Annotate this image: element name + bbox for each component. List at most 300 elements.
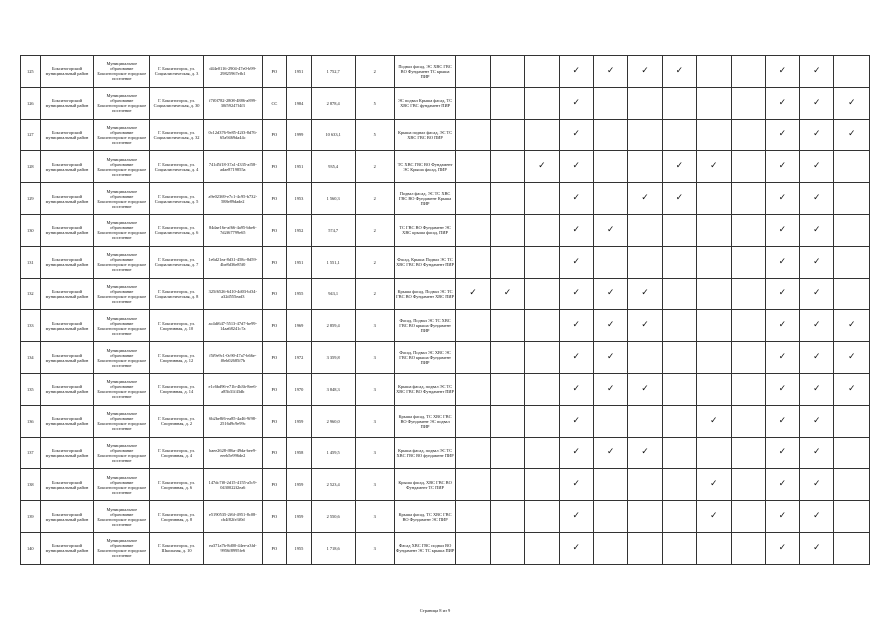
work-check-cell: [456, 373, 490, 405]
row-number: 140: [21, 532, 41, 564]
works-cell: Подвал фасад, ЭС ХВС ГВС ВО Фундамент ТС крыша ПИР: [394, 56, 456, 88]
works-cell: Фасад ХВС ГВС подвал ВО Фундамент ЭС ТС крыша ПИР: [394, 532, 456, 564]
works-cell: ЭС подвал Крыша фасад, ТС ХВС ГВС фундамент ПИР: [394, 87, 456, 119]
check-mark-icon: ✓: [572, 288, 581, 299]
work-check-cell: [593, 405, 627, 437]
area-cell: 10 633,1: [311, 119, 355, 151]
fias-code-cell: d44e0116-2904-47e0-b99-29825967efb1: [203, 56, 262, 88]
check-mark-icon: ✓: [641, 383, 649, 394]
table-row: [21, 56, 870, 88]
fias-code-cell: e1c6bd96-e71b-4b3b-8ee6-a85b31f43db: [203, 373, 262, 405]
work-check-cell: [731, 87, 765, 119]
district-cell: Бокситогорский муниципальный район: [40, 183, 94, 215]
work-check-cell: [593, 246, 627, 278]
work-check-cell: [731, 501, 765, 533]
category-cell: РО: [262, 405, 287, 437]
fias-code-cell: a9e02369-e7c1-4c95-b732-588e89dade2: [203, 183, 262, 215]
work-check-cell: [456, 246, 490, 278]
work-check-cell: [731, 405, 765, 437]
check-mark-icon: ✓: [813, 193, 821, 204]
work-check-cell: [456, 214, 490, 246]
work-check-cell: [593, 151, 627, 183]
address-cell: Г. Бокситогорск, ул. Спортивная, д. 2: [150, 405, 204, 437]
floors-cell: 3: [355, 532, 394, 564]
work-check-cell: [628, 437, 662, 469]
work-check-cell: [456, 532, 490, 564]
work-check-cell: [593, 501, 627, 533]
year-cell: 1951: [287, 56, 312, 88]
work-check-cell: [559, 87, 593, 119]
address-cell: Г. Бокситогорск, ул. Социалистическая, д. 5: [150, 183, 204, 215]
category-cell: РО: [262, 119, 287, 151]
work-check-cell: [456, 56, 490, 88]
work-check-cell: [765, 342, 799, 374]
work-check-cell: [559, 405, 593, 437]
table-row: [21, 342, 870, 374]
work-check-cell: [697, 310, 731, 342]
settlement-cell: Муниципальное образование Бокситогорское городское поселение: [94, 437, 150, 469]
work-check-cell: [559, 119, 593, 151]
table-row: [21, 532, 870, 564]
works-cell: ТС ГВС ВО Фундамент ЭС ХВС крыша фасад, ПИР: [394, 214, 456, 246]
work-check-cell: [490, 214, 524, 246]
check-mark-icon: ✓: [813, 511, 821, 522]
category-cell: РО: [262, 278, 287, 310]
work-check-cell: [490, 469, 524, 501]
work-check-cell: [628, 310, 662, 342]
work-check-cell: [697, 119, 731, 151]
work-check-cell: [456, 278, 490, 310]
check-mark-icon: ✓: [778, 479, 787, 490]
settlement-cell: Муниципальное образование Бокситогорское городское поселение: [94, 373, 150, 405]
category-cell: РО: [262, 373, 287, 405]
category-cell: РО: [262, 246, 287, 278]
table-row: [21, 469, 870, 501]
year-cell: 1969: [287, 310, 312, 342]
work-check-cell: [490, 501, 524, 533]
work-check-cell: [525, 437, 559, 469]
work-check-cell: [765, 532, 799, 564]
work-check-cell: [662, 151, 696, 183]
work-check-cell: [662, 214, 696, 246]
fias-code-cell: 147dc7f0-2d15-4155-a5c9-0430022f2ea6: [203, 469, 262, 501]
row-number: 125: [21, 56, 41, 88]
work-check-cell: [559, 501, 593, 533]
address-cell: Г. Бокситогорск, ул. Спортивная, д. 10: [150, 310, 204, 342]
work-check-cell: [490, 532, 524, 564]
work-check-cell: [731, 278, 765, 310]
work-check-cell: [628, 532, 662, 564]
work-check-cell: [697, 183, 731, 215]
work-check-cell: [490, 373, 524, 405]
category-cell: РО: [262, 469, 287, 501]
table-row: [21, 373, 870, 405]
work-check-cell: [800, 214, 834, 246]
year-cell: 1959: [287, 469, 312, 501]
check-mark-icon: ✓: [778, 288, 787, 299]
settlement-cell: Муниципальное образование Бокситогорское городское поселение: [94, 469, 150, 501]
work-check-cell: [490, 437, 524, 469]
check-mark-icon: ✓: [572, 383, 581, 394]
work-check-cell: [697, 373, 731, 405]
work-check-cell: [593, 56, 627, 88]
check-mark-icon: ✓: [572, 65, 581, 76]
row-number: 126: [21, 87, 41, 119]
work-check-cell: [800, 56, 834, 88]
category-cell: РО: [262, 532, 287, 564]
work-check-cell: [456, 437, 490, 469]
works-cell: Крыша фасад, Подвал ЭС ТС ГВС ВО Фундамент ХВС ПИР: [394, 278, 456, 310]
work-check-cell: [697, 342, 731, 374]
work-check-cell: [490, 119, 524, 151]
settlement-cell: Муниципальное образование Бокситогорское городское поселение: [94, 119, 150, 151]
work-check-cell: [490, 151, 524, 183]
work-check-cell: [490, 405, 524, 437]
check-mark-icon: ✓: [641, 320, 649, 331]
work-check-cell: [628, 501, 662, 533]
work-check-cell: [697, 469, 731, 501]
district-cell: Бокситогорский муниципальный район: [40, 501, 94, 533]
work-check-cell: [593, 278, 627, 310]
floors-cell: 5: [355, 87, 394, 119]
fias-code-cell: 325f6526-6410-4d03-bf34-a32d555ead3: [203, 278, 262, 310]
address-cell: Г. Бокситогорск, ул. Социалистическая, д. 8: [150, 278, 204, 310]
work-check-cell: [525, 119, 559, 151]
fias-code-cell: 6b2be8f6-ea85-4a46-9f98-2516d9c9e99c: [203, 405, 262, 437]
work-check-cell: [765, 151, 799, 183]
year-cell: 1953: [287, 183, 312, 215]
work-check-cell: [765, 246, 799, 278]
work-check-cell: [593, 532, 627, 564]
work-check-cell: [628, 342, 662, 374]
table-row: [21, 151, 870, 183]
work-check-cell: [697, 87, 731, 119]
work-check-cell: [697, 151, 731, 183]
year-cell: 1951: [287, 246, 312, 278]
check-mark-icon: ✓: [675, 161, 684, 172]
work-check-cell: [662, 342, 696, 374]
table-row: [21, 119, 870, 151]
row-number: 135: [21, 373, 41, 405]
works-cell: Подвал фасад, ЭС ТС ХВС ГВС ВО Фундамент Крыша ПИР: [394, 183, 456, 215]
work-check-cell: [593, 310, 627, 342]
check-mark-icon: ✓: [572, 352, 581, 363]
check-mark-icon: ✓: [606, 65, 615, 76]
fias-code-cell: 741d5f18-37a1-4335-af58-adae8719855a: [203, 151, 262, 183]
check-mark-icon: ✓: [641, 193, 649, 204]
floors-cell: 2: [355, 56, 394, 88]
check-mark-icon: ✓: [778, 415, 787, 426]
check-mark-icon: ✓: [778, 447, 787, 458]
check-mark-icon: ✓: [778, 383, 787, 394]
table-row: [21, 87, 870, 119]
check-mark-icon: ✓: [572, 542, 581, 553]
work-check-cell: [593, 119, 627, 151]
area-cell: 2 859,4: [311, 310, 355, 342]
work-check-cell: [800, 246, 834, 278]
work-check-cell: [525, 56, 559, 88]
works-cell: Крыша фасад, подвал ЭС ТС ХВС ГВС ВО Фундамент ПИР: [394, 373, 456, 405]
area-cell: 935,4: [311, 151, 355, 183]
work-check-cell: [800, 87, 834, 119]
address-cell: Г. Бокситогорск, ул. Социалистическая, д. 4: [150, 151, 204, 183]
category-cell: СС: [262, 87, 287, 119]
table-row: [21, 278, 870, 310]
check-mark-icon: ✓: [572, 447, 581, 458]
check-mark-icon: ✓: [710, 479, 718, 490]
work-check-cell: [456, 342, 490, 374]
works-cell: Крыша фасад, ТС ХВС ГВС ВО Фундамент ЭС подвал ПИР: [394, 405, 456, 437]
fias-code-cell: 1e6d21ea-8d31-458c-8d59-4be8d36e85f0: [203, 246, 262, 278]
check-mark-icon: ✓: [847, 383, 856, 394]
work-check-cell: [697, 501, 731, 533]
work-check-cell: [593, 373, 627, 405]
check-mark-icon: ✓: [813, 320, 821, 331]
district-cell: Бокситогорский муниципальный район: [40, 342, 94, 374]
work-check-cell: [593, 469, 627, 501]
check-mark-icon: ✓: [469, 288, 477, 299]
work-check-cell: [662, 532, 696, 564]
category-cell: РО: [262, 310, 287, 342]
settlement-cell: Муниципальное образование Бокситогорское городское поселение: [94, 342, 150, 374]
check-mark-icon: ✓: [813, 97, 821, 108]
work-check-cell: [525, 246, 559, 278]
work-check-cell: [490, 310, 524, 342]
settlement-cell: Муниципальное образование Бокситогорское городское поселение: [94, 87, 150, 119]
work-check-cell: [490, 183, 524, 215]
work-check-cell: [559, 437, 593, 469]
works-cell: Крыша фасад, ТС ХВС ГВС ВО Фундамент ЭС ПИР: [394, 501, 456, 533]
work-check-cell: [525, 151, 559, 183]
row-number: 131: [21, 246, 41, 278]
check-mark-icon: ✓: [778, 511, 787, 522]
work-check-cell: [697, 532, 731, 564]
work-check-cell: [525, 405, 559, 437]
row-number: 136: [21, 405, 41, 437]
work-check-cell: [559, 183, 593, 215]
check-mark-icon: ✓: [503, 288, 512, 299]
work-check-cell: [800, 119, 834, 151]
work-check-cell: [559, 214, 593, 246]
settlement-cell: Муниципальное образование Бокситогорское городское поселение: [94, 501, 150, 533]
year-cell: 1999: [287, 119, 312, 151]
work-check-cell: [662, 278, 696, 310]
check-mark-icon: ✓: [847, 320, 856, 331]
district-cell: Бокситогорский муниципальный район: [40, 56, 94, 88]
work-check-cell: [765, 278, 799, 310]
check-mark-icon: ✓: [641, 65, 649, 76]
work-check-cell: [834, 151, 870, 183]
settlement-cell: Муниципальное образование Бокситогорское городское поселение: [94, 405, 150, 437]
check-mark-icon: ✓: [538, 161, 546, 172]
floors-cell: 2: [355, 246, 394, 278]
table-row: [21, 214, 870, 246]
check-mark-icon: ✓: [813, 161, 821, 172]
address-cell: Г. Бокситогорск, ул. Спортивная, д. 14: [150, 373, 204, 405]
work-check-cell: [731, 214, 765, 246]
work-check-cell: [662, 501, 696, 533]
check-mark-icon: ✓: [847, 352, 856, 363]
check-mark-icon: ✓: [641, 288, 649, 299]
table-row: [21, 246, 870, 278]
year-cell: 1984: [287, 87, 312, 119]
work-check-cell: [731, 532, 765, 564]
work-check-cell: [662, 373, 696, 405]
district-cell: Бокситогорский муниципальный район: [40, 405, 94, 437]
work-check-cell: [800, 310, 834, 342]
district-cell: Бокситогорский муниципальный район: [40, 87, 94, 119]
check-mark-icon: ✓: [572, 193, 581, 204]
work-check-cell: [525, 183, 559, 215]
district-cell: Бокситогорский муниципальный район: [40, 246, 94, 278]
check-mark-icon: ✓: [710, 161, 718, 172]
check-mark-icon: ✓: [813, 542, 821, 553]
floors-cell: 2: [355, 278, 394, 310]
row-number: 128: [21, 151, 41, 183]
area-cell: 2 960,0: [311, 405, 355, 437]
work-check-cell: [662, 183, 696, 215]
work-check-cell: [593, 342, 627, 374]
work-check-cell: [662, 437, 696, 469]
check-mark-icon: ✓: [813, 352, 821, 363]
work-check-cell: [628, 214, 662, 246]
work-check-cell: [834, 310, 870, 342]
work-check-cell: [559, 469, 593, 501]
work-check-cell: [628, 119, 662, 151]
category-cell: РО: [262, 501, 287, 533]
area-cell: 1 752,7: [311, 56, 355, 88]
fias-code-cell: f7f0f782-2808-4886-a899-30f59247f4f3: [203, 87, 262, 119]
area-cell: 2 550,6: [311, 501, 355, 533]
check-mark-icon: ✓: [778, 65, 787, 76]
settlement-cell: Муниципальное образование Бокситогорское городское поселение: [94, 278, 150, 310]
year-cell: 1970: [287, 373, 312, 405]
check-mark-icon: ✓: [606, 224, 615, 235]
address-cell: Г. Бокситогорск, ул. Школьная, д. 10: [150, 532, 204, 564]
register-table: [20, 55, 870, 565]
fias-code-cell: e5190535-2f6f-4951-8c08-cb4f82fe3f0d: [203, 501, 262, 533]
area-cell: 943,1: [311, 278, 355, 310]
work-check-cell: [525, 214, 559, 246]
work-check-cell: [765, 501, 799, 533]
area-cell: 2 523,4: [311, 469, 355, 501]
address-cell: Г. Бокситогорск, ул. Спортивная, д. 12: [150, 342, 204, 374]
work-check-cell: [593, 214, 627, 246]
area-cell: 1 551,1: [311, 246, 355, 278]
district-cell: Бокситогорский муниципальный район: [40, 469, 94, 501]
table-row: [21, 310, 870, 342]
check-mark-icon: ✓: [572, 256, 581, 267]
work-check-cell: [834, 119, 870, 151]
address-cell: Г. Бокситогорск, ул. Спортивная, д. 8: [150, 501, 204, 533]
year-cell: 1959: [287, 405, 312, 437]
work-check-cell: [800, 437, 834, 469]
row-number: 130: [21, 214, 41, 246]
check-mark-icon: ✓: [778, 224, 787, 235]
work-check-cell: [456, 183, 490, 215]
works-cell: Фасад, Подвал ЭС ХВС ЭС ГВС ВО крыша Фундамент ПИР: [394, 342, 456, 374]
work-check-cell: [662, 405, 696, 437]
settlement-cell: Муниципальное образование Бокситогорское городское поселение: [94, 214, 150, 246]
check-mark-icon: ✓: [778, 161, 787, 172]
work-check-cell: [490, 342, 524, 374]
work-check-cell: [559, 246, 593, 278]
category-cell: РО: [262, 342, 287, 374]
work-check-cell: [731, 119, 765, 151]
table-row: [21, 437, 870, 469]
work-check-cell: [490, 56, 524, 88]
address-cell: Г. Бокситогорск, ул. Спортивная, д. 4: [150, 437, 204, 469]
floors-cell: 5: [355, 119, 394, 151]
check-mark-icon: ✓: [606, 352, 615, 363]
work-check-cell: [456, 87, 490, 119]
fias-code-cell: 0c12d376-9e85-42f3-8d76-65a9469da44c: [203, 119, 262, 151]
work-check-cell: [834, 342, 870, 374]
settlement-cell: Муниципальное образование Бокситогорское городское поселение: [94, 310, 150, 342]
work-check-cell: [834, 214, 870, 246]
row-number: 133: [21, 310, 41, 342]
works-cell: Крыша фасад, подвал ЭС ТС ХВС ГВС ВО фундамент ПИР: [394, 437, 456, 469]
work-check-cell: [731, 437, 765, 469]
settlement-cell: Муниципальное образование Бокситогорское городское поселение: [94, 151, 150, 183]
work-check-cell: [559, 56, 593, 88]
year-cell: 1959: [287, 501, 312, 533]
year-cell: 1958: [287, 437, 312, 469]
table-row: [21, 183, 870, 215]
floors-cell: 3: [355, 437, 394, 469]
work-check-cell: [765, 214, 799, 246]
work-check-cell: [834, 373, 870, 405]
check-mark-icon: ✓: [813, 479, 821, 490]
year-cell: 1955: [287, 278, 312, 310]
area-cell: 3 848,3: [311, 373, 355, 405]
category-cell: РО: [262, 183, 287, 215]
work-check-cell: [800, 373, 834, 405]
settlement-cell: Муниципальное образование Бокситогорское городское поселение: [94, 246, 150, 278]
work-check-cell: [662, 246, 696, 278]
work-check-cell: [662, 119, 696, 151]
floors-cell: 2: [355, 214, 394, 246]
work-check-cell: [800, 469, 834, 501]
work-check-cell: [765, 469, 799, 501]
work-check-cell: [765, 183, 799, 215]
category-cell: РО: [262, 151, 287, 183]
check-mark-icon: ✓: [813, 256, 821, 267]
works-cell: Фасад, Крыша Подвал ЭС ТС ХВС ГВС ВО Фундамент ПИР: [394, 246, 456, 278]
work-check-cell: [800, 532, 834, 564]
year-cell: 1951: [287, 151, 312, 183]
work-check-cell: [525, 310, 559, 342]
work-check-cell: [628, 246, 662, 278]
work-check-cell: [628, 87, 662, 119]
work-check-cell: [490, 278, 524, 310]
area-cell: 1 459,5: [311, 437, 355, 469]
year-cell: 1955: [287, 532, 312, 564]
check-mark-icon: ✓: [572, 320, 581, 331]
address-cell: Г. Бокситогорск, ул. Социалистическая, д. 30: [150, 87, 204, 119]
district-cell: Бокситогорский муниципальный район: [40, 119, 94, 151]
check-mark-icon: ✓: [813, 415, 821, 426]
check-mark-icon: ✓: [572, 415, 581, 426]
check-mark-icon: ✓: [606, 383, 615, 394]
address-cell: Г. Бокситогорск, ул. Социалистическая, д. 7: [150, 246, 204, 278]
address-cell: Г. Бокситогорск, ул. Социалистическая, д. 6: [150, 214, 204, 246]
area-cell: 3 359,8: [311, 342, 355, 374]
check-mark-icon: ✓: [813, 383, 821, 394]
work-check-cell: [834, 87, 870, 119]
work-check-cell: [490, 87, 524, 119]
work-check-cell: [525, 278, 559, 310]
